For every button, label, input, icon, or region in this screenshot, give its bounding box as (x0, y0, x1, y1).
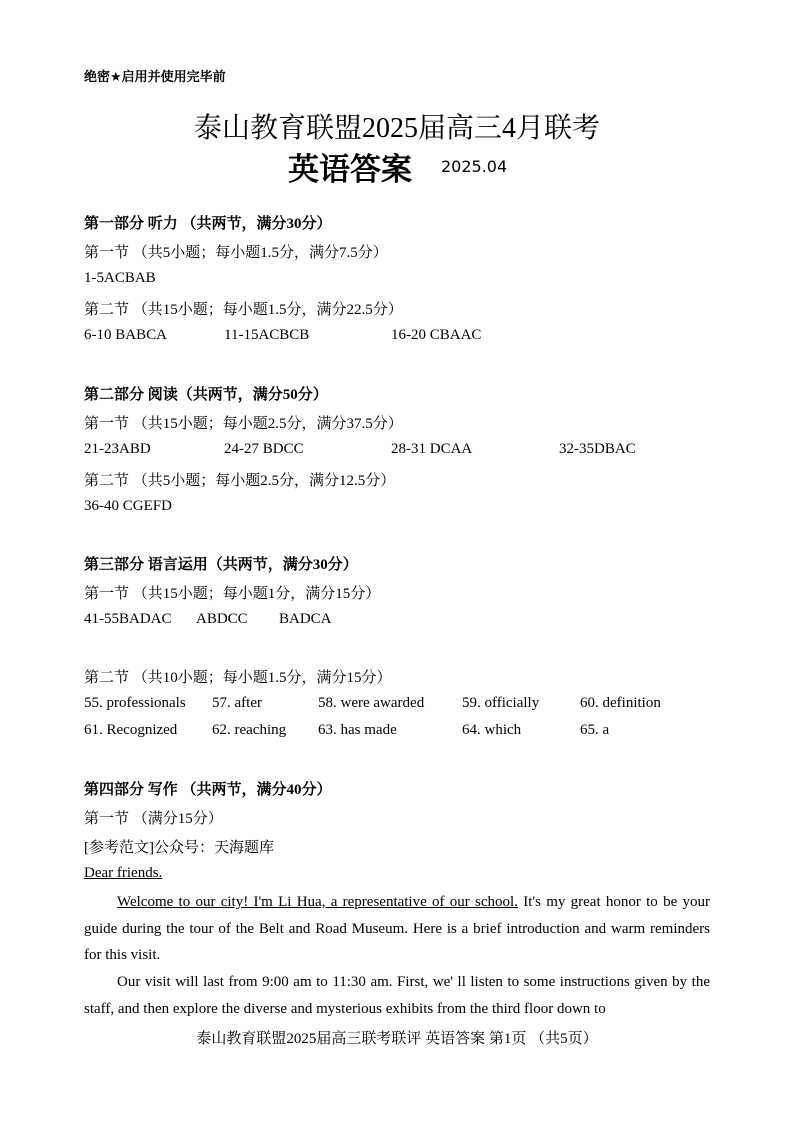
part2-answers1-a: 21-23ABD (84, 441, 151, 457)
part3-row2-item: 63. has made (318, 722, 397, 738)
part3-heading: 第三部分 语言运用（共两节，满分30分） (84, 557, 358, 573)
part1-section2: 第二节 （共15小题；每小题1.5分，满分22.5分） (84, 302, 403, 318)
answer-title: 英语答案 (288, 152, 412, 188)
part1-answers1: 1-5ACBAB (84, 270, 156, 286)
part4-heading: 第四部分 写作 （共两节，满分40分） (84, 782, 332, 798)
part1-answers2-b: 11-15ACBCB (224, 327, 310, 343)
essay-paragraph-1-text: It's my great honor to be your guide during the tour of the Belt and Road Museum. Here is a brief introduction and warm reminders for this visit. (84, 894, 710, 963)
part1-answers2-a: 6-10 BABCA (84, 327, 167, 343)
essay-welcome-sentence: Welcome to our city! I'm Li Hua, a representative of our school. (117, 894, 518, 910)
essay-greeting: Dear friends. (84, 865, 163, 881)
part3-row2-item: 62. reaching (212, 722, 287, 738)
part2-answers1-d: 32-35DBAC (559, 441, 636, 457)
essay-paragraph-2: Our visit will last from 9:00 am to 11:30 am. First, we' ll listen to some instructions given by the staff, and then explore the diverse and mysterious exhibits from the third floor down to (84, 974, 710, 1017)
part3-row2-item: 61. Recognized (84, 722, 178, 738)
part3-answers1-c: BADCA (279, 611, 332, 627)
part3-answers1-b: ABDCC (196, 611, 248, 627)
part1-heading: 第一部分 听力 （共两节，满分30分） (84, 216, 332, 232)
part3-row2-item: 64. which (462, 722, 522, 738)
part3-row1-item: 60. definition (580, 695, 661, 711)
part3-row1-item: 58. were awarded (318, 695, 425, 711)
exam-date: 2025.04 (441, 157, 508, 176)
exam-title: 泰山教育联盟2025届高三4月联考 (193, 113, 600, 144)
part2-heading: 第二部分 阅读（共两节，满分50分） (84, 387, 328, 403)
part3-row1-item: 57. after (212, 695, 262, 711)
part1-section1: 第一节 （共5小题；每小题1.5分，满分7.5分） (84, 245, 388, 261)
part2-answers2: 36-40 CGEFD (84, 498, 172, 514)
part3-row1-item: 59. officially (462, 695, 540, 711)
part3-row2-item: 65. a (580, 722, 610, 738)
confidential-label: 绝密★启用并使用完毕前 (84, 70, 226, 85)
part3-row1-item: 55. professionals (84, 695, 186, 711)
sample-essay-label: [参考范文]公众号：天海题库 (84, 840, 274, 856)
part4-section1: 第一节 （满分15分） (84, 811, 223, 827)
part2-section1: 第一节 （共15小题；每小题2.5分，满分37.5分） (84, 416, 403, 432)
part2-answers1-c: 28-31 DCAA (391, 441, 473, 457)
part2-answers1-b: 24-27 BDCC (224, 441, 304, 457)
part3-section1: 第一节 （共15小题；每小题1分，满分15分） (84, 586, 381, 602)
essay-paragraph-1 (84, 889, 710, 969)
part3-section2: 第二节 （共10小题；每小题1.5分，满分15分） (84, 670, 392, 686)
part2-section2: 第二节 （共5小题；每小题2.5分，满分12.5分） (84, 473, 396, 489)
page-footer: 泰山教育联盟2025届高三联考联评 英语答案 第1页 （共5页） (196, 1031, 598, 1047)
part1-answers2-c: 16-20 CBAAC (391, 327, 482, 343)
part3-answers1-a: 41-55BADAC (84, 611, 172, 627)
